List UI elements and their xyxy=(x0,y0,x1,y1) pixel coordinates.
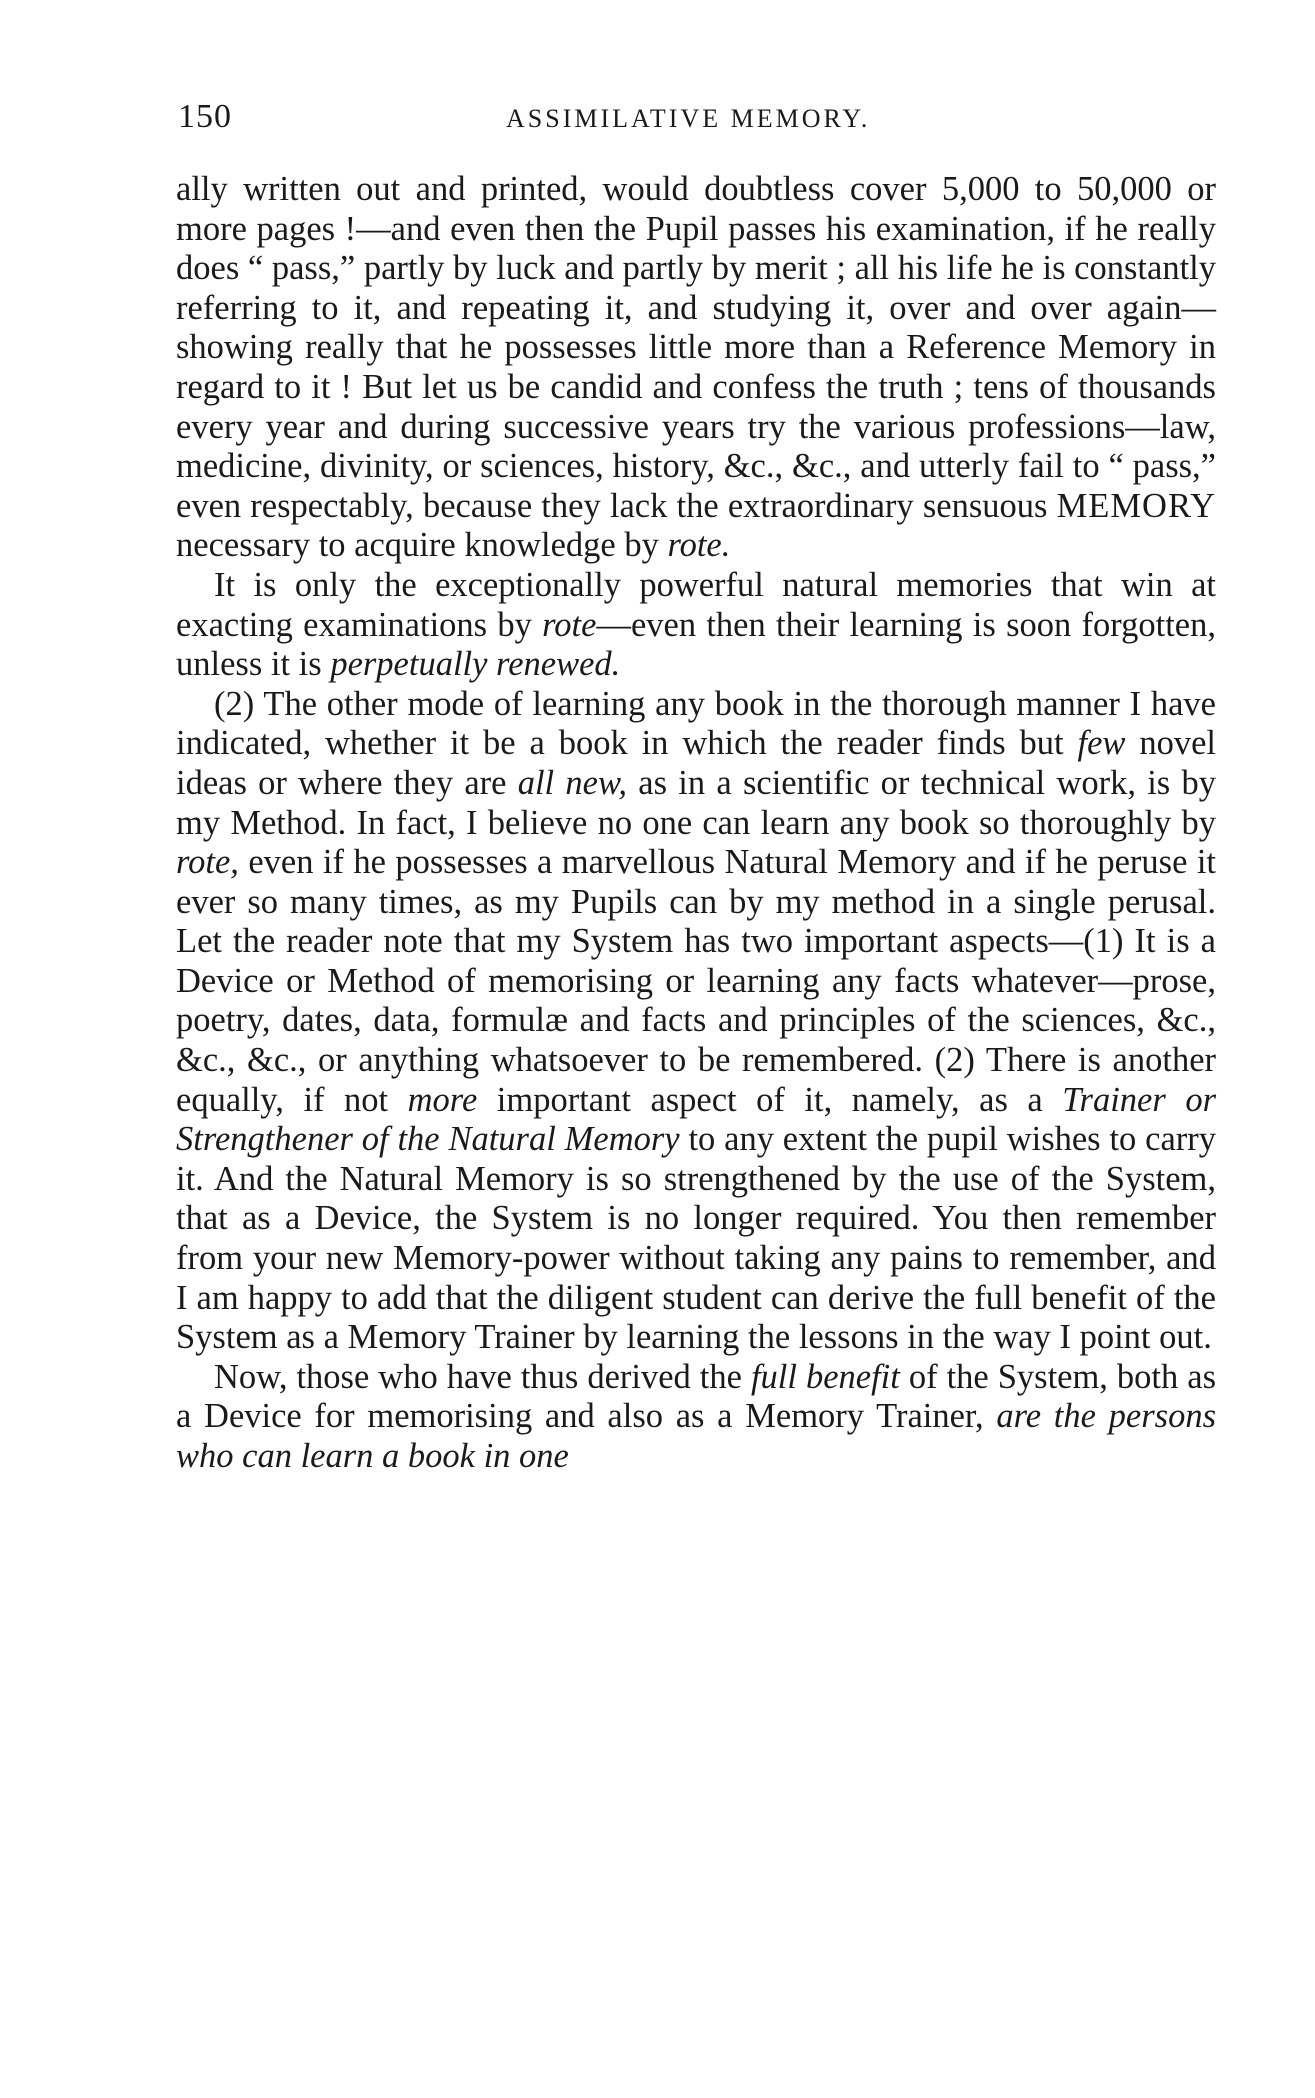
italic-all-new: all new, xyxy=(517,763,628,802)
paragraph-3-text: (2) The other mode of learning any book in the thorough manner I have indicated, whether it be a book in which the reader finds but xyxy=(176,684,1216,763)
paragraph-3-text-6: to any extent the pupil wishes to carry it. And the Natural Memory is so strengthened by the use of the System, that as a Device, the System is no longer required. You then remember from your new Memory-power without taking any pains to remember, and I am happy to add that the diligent student can derive the full benefit of the System as a Memory Trainer by learning the lessons in the way I point out. xyxy=(176,1120,1216,1357)
paragraph-2-text: It is only the exceptionally powerful natural memories that win at exacting examinations by xyxy=(176,565,1216,644)
paragraph-1-text: ally written out and printed, would doubtless cover 5,000 to 50,000 or more pages !—and even then the Pupil passes his examination, if he really does “ pass,” partly by luck and partly by merit ; all his life he is constantly referring to it, and repeating it, and studying it, over and over again—showing really that he possesses little more than a Reference Memory in regard to it ! But let us be candid and confess the truth ; tens of thousands every year and during successive years try the various professions—law, medicine, divinity, or sciences, history, &c., &c., and utterly fail to “ pass,” even respectably, because they lack the extraordinary sensuous xyxy=(176,170,1216,525)
italic-rote: rote. xyxy=(667,526,731,565)
paragraph-4-text: Now, those who have thus derived the xyxy=(214,1357,751,1396)
italic-rote-2: rote xyxy=(542,605,597,644)
italic-few: few xyxy=(1077,724,1126,763)
italic-trainer-strengthener: Trainer or Strengthener of the Natural Memory xyxy=(176,1080,1216,1159)
paragraph-3-text-4: even if he possesses a marvellous Natural Memory and if he peruse it ever so many times, as my Pupils can by my method in a single perusal. Let the reader note that my System has two important aspects—(1) It is a Device or Method of memorising or learning any facts whatever—prose, poetry, dates, data, formulæ and facts and principles of the sciences, &c., &c., &c., or anything whatsoever to be remembered. (2) There is another equally, if not xyxy=(176,843,1216,1119)
paragraph-3-text-5: important aspect of it, namely, as a xyxy=(477,1080,1063,1119)
body-text xyxy=(176,170,1216,1477)
page-number: 150 xyxy=(178,98,232,135)
memory-caps-word: MEMORY xyxy=(1056,486,1216,525)
paragraph-1 xyxy=(176,170,1216,566)
running-head-title: ASSIMILATIVE MEMORY. xyxy=(506,104,871,133)
italic-more: more xyxy=(407,1080,478,1119)
paragraph-2-text-2: —even then their learning is soon forgotten, unless it is xyxy=(176,605,1216,684)
italic-rote-3: rote, xyxy=(176,843,239,882)
italic-full-benefit: full benefit xyxy=(750,1357,900,1396)
paragraph-3 xyxy=(176,685,1216,1358)
italic-closing-phrase: are the persons who can learn a book in one xyxy=(176,1397,1217,1475)
paragraph-3-text-2: novel ideas or where they are xyxy=(176,724,1216,802)
paragraph-1-text-2: necessary to acquire knowledge by xyxy=(176,526,668,565)
paragraph-3-text-3: as in a scientific or technical work, is by my Method. In fact, I believe no one can learn any book so thoroughly by xyxy=(176,763,1216,842)
paragraph-4-text-2: of the System, both as a Device for memorising and also as a Memory Trainer, xyxy=(176,1357,1217,1436)
running-head xyxy=(178,98,1218,138)
paragraph-2 xyxy=(176,566,1216,685)
italic-perpetually-renewed: perpetually renewed. xyxy=(330,645,621,684)
paragraph-4 xyxy=(176,1358,1216,1477)
